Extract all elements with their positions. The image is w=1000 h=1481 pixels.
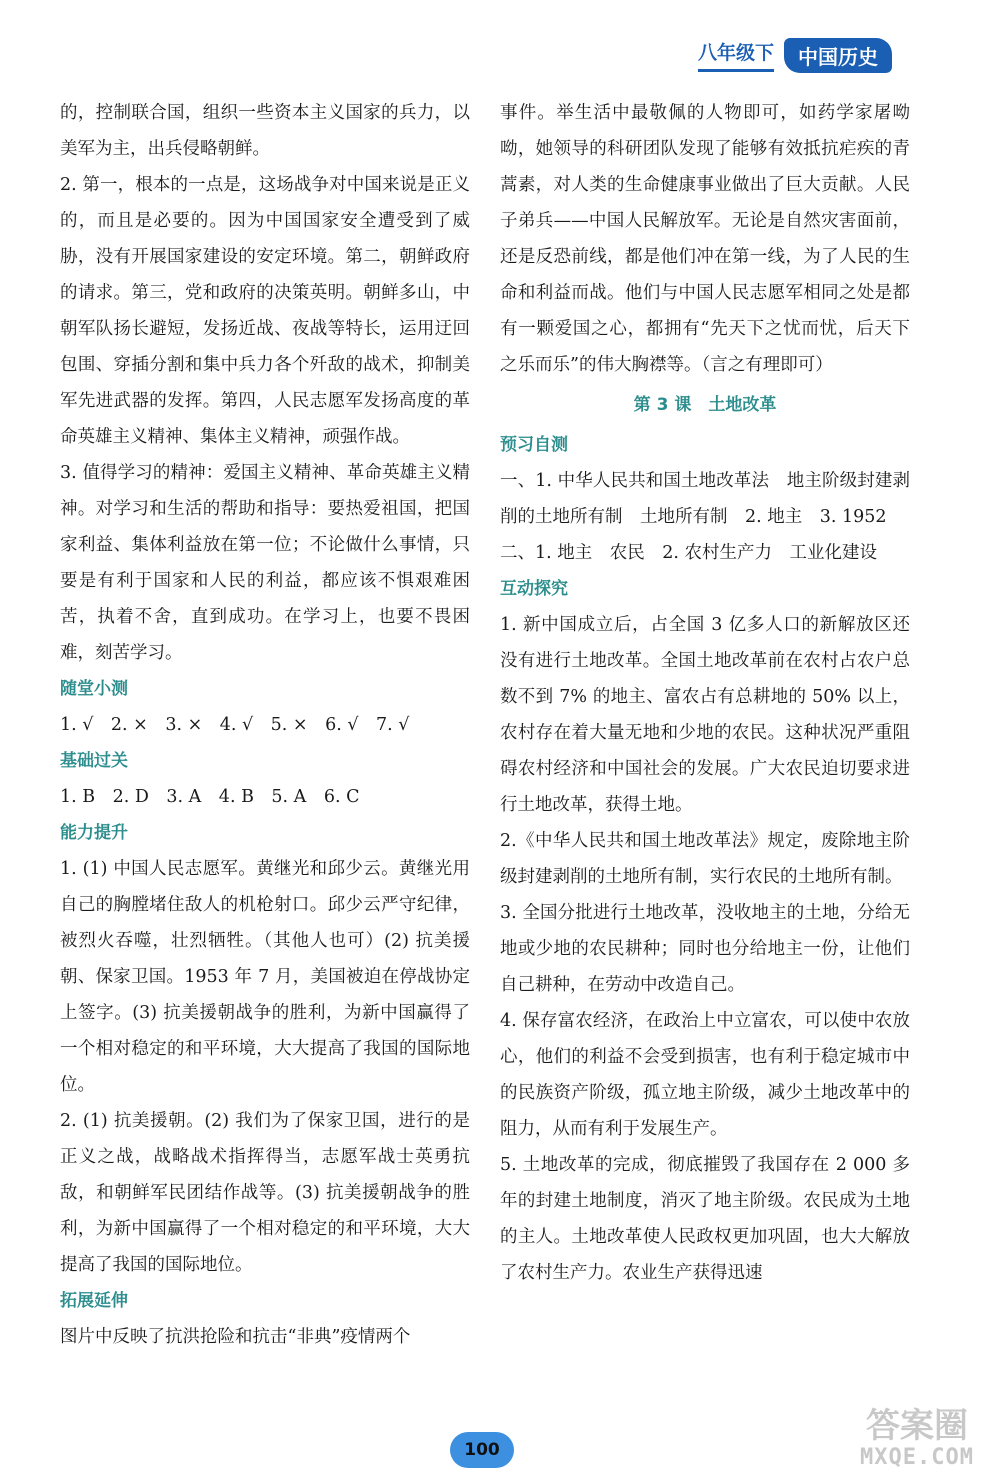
paragraph: 事件。举生活中最敬佩的人物即可，如药学家屠呦呦，她领导的科研团队发现了能够有效抵抗疟疾的青蒿素，对人类的生命健康事业做出了巨大贡献。人民子弟兵——中国人民解放军。无论是自然灾害面前，还是反恐前线，都是他们冲在第一线，为了人民的生命和利益而战。他们与中国人民志愿军相同之处是都有一颗爱国之心，都拥有“先天下之忧而忧，后天下之乐而乐”的伟大胸襟等。（言之有理即可） bbox=[500, 103, 910, 375]
watermark-logo bbox=[842, 1407, 992, 1473]
paragraph: 图片中反映了抗洪抢险和抗击“非典”疫情两个 bbox=[60, 1327, 411, 1347]
page-number: 100 bbox=[450, 1432, 514, 1468]
section-heading: 预习自测 bbox=[500, 435, 568, 455]
paragraph: 1. (1) 中国人民志愿军。黄继光和邱少云。黄继光用自己的胸膛堵住敌人的机枪射口。邱少云严守纪律，被烈火吞噬，壮烈牺牲。（其他人也可）(2) 抗美援朝、保家卫国。1953 年 7 月，美国被迫在停战协定上签字。(3) 抗美援朝战争的胜利，为新中国赢得了一个相对稳定的和平环境，大大提高了我国的国际地位。 bbox=[60, 859, 470, 1095]
answer-line: 1. B 2. D 3. A 4. B 5. A 6. C bbox=[60, 787, 360, 807]
grade-label: 八年级下 bbox=[698, 38, 774, 72]
paragraph: 3. 全国分批进行土地改革，没收地主的土地，分给无地或少地的农民耕种；同时也分给地主一份，让他们自己耕种，在劳动中改造自己。 bbox=[500, 903, 910, 995]
watermark-top: 答案圈 bbox=[866, 1406, 968, 1446]
paragraph: 2. 第一，根本的一点是，这场战争对中国来说是正义的，而且是必要的。因为中国国家安全遭受到了威胁，没有开展国家建设的安定环境。第二，朝鲜政府的请求。第三，党和政府的决策英明。朝鲜多山，中朝军队扬长避短，发扬近战、夜战等特长，运用迂回包围、穿插分割和集中兵力各个歼敌的战术，抑制美军先进武器的发挥。第四，人民志愿军发扬高度的革命英雄主义精神、集体主义精神，顽强作战。 bbox=[60, 175, 470, 447]
section-heading: 随堂小测 bbox=[60, 679, 128, 699]
paragraph: 2. (1) 抗美援朝。(2) 我们为了保家卫国，进行的是正义之战，战略战术指挥得当，志愿军战士英勇抗敌，和朝鲜军民团结作战等。(3) 抗美援朝战争的胜利，为新中国赢得了一个相对稳定的和平环境，大大提高了我国的国际地位。 bbox=[60, 1111, 470, 1275]
paragraph: 3. 值得学习的精神：爱国主义精神、革命英雄主义精神。对学习和生活的帮助和指导：要热爱祖国，把国家利益、集体利益放在第一位；不论做什么事情，只要是有利于国家和人民的利益，都应该不惧艰难困苦，执着不舍，直到成功。在学习上，也要不畏困难，刻苦学习。 bbox=[60, 463, 470, 663]
paragraph: 1. 新中国成立后，占全国 3 亿多人口的新解放区还没有进行土地改革。全国土地改革前在农村占农户总数不到 7% 的地主、富农占有总耕地的 50% 以上，农村存在着大量无地和少地的农民。这种状况严重阻碍农村经济和中国社会的发展。广大农民迫切要求进行土地改革，获得土地。 bbox=[500, 615, 910, 815]
section-heading: 拓展延伸 bbox=[60, 1291, 128, 1311]
page-header bbox=[698, 38, 892, 72]
right-column bbox=[500, 95, 910, 1291]
section-heading: 基础过关 bbox=[60, 751, 128, 771]
paragraph: 2.《中华人民共和国土地改革法》规定，废除地主阶级封建剥削的土地所有制，实行农民的土地所有制。 bbox=[500, 831, 910, 887]
lesson-title: 第 3 课 土地改革 bbox=[633, 395, 777, 415]
watermark-bottom: MXQE.COM bbox=[860, 1445, 974, 1470]
paragraph: 二、1. 地主 农民 2. 农村生产力 工业化建设 bbox=[500, 543, 878, 563]
left-column bbox=[60, 95, 470, 1355]
section-heading: 能力提升 bbox=[60, 823, 128, 843]
paragraph: 4. 保存富农经济，在政治上中立富农，可以使中农放心，他们的利益不会受到损害，也有利于稳定城市中的民族资产阶级，孤立地主阶级，减少土地改革中的阻力，从而有利于发展生产。 bbox=[500, 1011, 910, 1139]
paragraph: 5. 土地改革的完成，彻底摧毁了我国存在 2 000 多年的封建土地制度，消灭了地主阶级。农民成为土地的主人。土地改革使人民政权更加巩固，也大大解放了农村生产力。农业生产获得迅速 bbox=[500, 1155, 910, 1283]
subject-tag: 中国历史 bbox=[784, 38, 892, 73]
paragraph: 的，控制联合国，组织一些资本主义国家的兵力，以美军为主，出兵侵略朝鲜。 bbox=[60, 103, 470, 159]
section-heading: 互动探究 bbox=[500, 579, 568, 599]
answer-line: 1. √ 2. × 3. × 4. √ 5. × 6. √ 7. √ bbox=[60, 715, 410, 735]
paragraph: 一、1. 中华人民共和国土地改革法 地主阶级封建剥削的土地所有制 土地所有制 2. 地主 3. 1952 bbox=[500, 471, 910, 527]
